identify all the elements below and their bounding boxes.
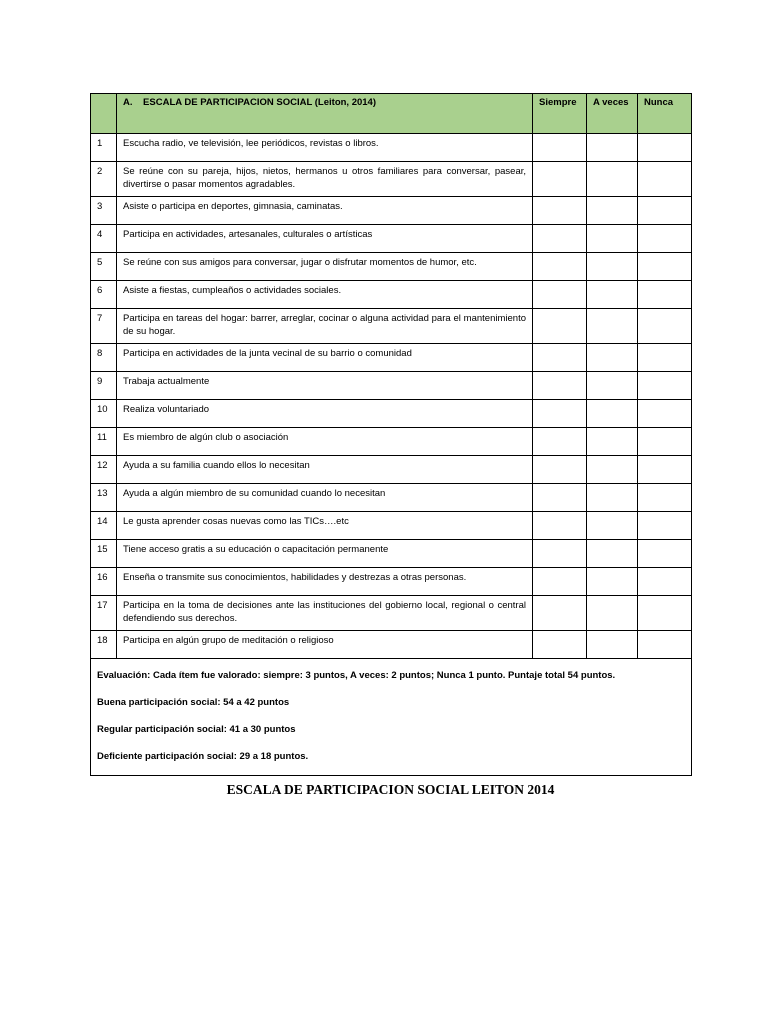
a-veces-cell[interactable] (587, 253, 638, 281)
item-text: Asiste o participa en deportes, gimnasia, caminatas. (117, 197, 533, 225)
item-number: 10 (91, 400, 117, 428)
item-number: 11 (91, 428, 117, 456)
item-text: Participa en actividades de la junta vecinal de su barrio o comunidad (117, 344, 533, 372)
a-veces-cell[interactable] (587, 197, 638, 225)
a-veces-cell[interactable] (587, 456, 638, 484)
table-row (91, 512, 692, 540)
item-number: 14 (91, 512, 117, 540)
item-number: 5 (91, 253, 117, 281)
table-title: A. ESCALA DE PARTICIPACION SOCIAL (Leiton, 2014) (117, 94, 533, 134)
siempre-cell[interactable] (533, 568, 587, 596)
evaluation-block (91, 659, 692, 776)
table-row (91, 225, 692, 253)
a-veces-cell[interactable] (587, 162, 638, 197)
item-text: Escucha radio, ve televisión, lee periódicos, revistas o libros. (117, 134, 533, 162)
regular-participation-range: Regular participación social: 41 a 30 puntos (97, 724, 296, 735)
item-number: 12 (91, 456, 117, 484)
a-veces-cell[interactable] (587, 568, 638, 596)
participation-scale-table (90, 93, 692, 776)
item-text: Ayuda a algún miembro de su comunidad cuando lo necesitan (117, 484, 533, 512)
table-row (91, 344, 692, 372)
a-veces-cell[interactable] (587, 540, 638, 568)
siempre-cell[interactable] (533, 456, 587, 484)
table-row (91, 253, 692, 281)
siempre-cell[interactable] (533, 484, 587, 512)
item-number: 15 (91, 540, 117, 568)
evaluation-criteria: Evaluación: Cada ítem fue valorado: siempre: 3 puntos, A veces: 2 puntos; Nunca 1 punto. Puntaje total 54 puntos. (97, 670, 616, 681)
siempre-cell[interactable] (533, 596, 587, 631)
siempre-cell[interactable] (533, 540, 587, 568)
siempre-cell[interactable] (533, 225, 587, 253)
nunca-cell[interactable] (638, 428, 692, 456)
nunca-cell[interactable] (638, 225, 692, 253)
item-text: Asiste a fiestas, cumpleaños o actividades sociales. (117, 281, 533, 309)
item-number: 9 (91, 372, 117, 400)
table-row (91, 281, 692, 309)
table-row (91, 540, 692, 568)
a-veces-cell[interactable] (587, 400, 638, 428)
table-row (91, 197, 692, 225)
participation-scale-sheet (90, 93, 691, 776)
item-number: 16 (91, 568, 117, 596)
item-text: Participa en algún grupo de meditación o religioso (117, 631, 533, 659)
nunca-cell[interactable] (638, 540, 692, 568)
siempre-cell[interactable] (533, 162, 587, 197)
table-header-row (91, 94, 692, 134)
table-row (91, 456, 692, 484)
a-veces-cell[interactable] (587, 344, 638, 372)
siempre-cell[interactable] (533, 134, 587, 162)
nunca-cell[interactable] (638, 253, 692, 281)
table-row (91, 631, 692, 659)
item-text: Le gusta aprender cosas nuevas como las TICs….etc (117, 512, 533, 540)
table-row (91, 428, 692, 456)
item-number: 18 (91, 631, 117, 659)
item-text: Es miembro de algún club o asociación (117, 428, 533, 456)
item-number: 13 (91, 484, 117, 512)
nunca-cell[interactable] (638, 162, 692, 197)
item-text: Se reúne con su pareja, hijos, nietos, hermanos u otros familiares para conversar, pasear, divertirse o pasar momentos agradables. (117, 162, 533, 197)
item-number: 3 (91, 197, 117, 225)
nunca-cell[interactable] (638, 456, 692, 484)
siempre-cell[interactable] (533, 253, 587, 281)
item-text: Tiene acceso gratis a su educación o capacitación permanente (117, 540, 533, 568)
nunca-cell[interactable] (638, 568, 692, 596)
siempre-cell[interactable] (533, 428, 587, 456)
item-number: 2 (91, 162, 117, 197)
a-veces-cell[interactable] (587, 428, 638, 456)
item-text: Se reúne con sus amigos para conversar, jugar o disfrutar momentos de humor, etc. (117, 253, 533, 281)
siempre-cell[interactable] (533, 197, 587, 225)
nunca-cell[interactable] (638, 631, 692, 659)
siempre-cell[interactable] (533, 400, 587, 428)
siempre-cell[interactable] (533, 631, 587, 659)
a-veces-cell[interactable] (587, 484, 638, 512)
nunca-cell[interactable] (638, 400, 692, 428)
siempre-cell[interactable] (533, 309, 587, 344)
a-veces-cell[interactable] (587, 225, 638, 253)
table-row (91, 134, 692, 162)
column-header-a-veces: A veces (587, 94, 638, 134)
a-veces-cell[interactable] (587, 134, 638, 162)
header-number-cell (91, 94, 117, 134)
nunca-cell[interactable] (638, 309, 692, 344)
item-number: 7 (91, 309, 117, 344)
nunca-cell[interactable] (638, 372, 692, 400)
evaluation-row (91, 659, 692, 776)
a-veces-cell[interactable] (587, 372, 638, 400)
nunca-cell[interactable] (638, 134, 692, 162)
nunca-cell[interactable] (638, 281, 692, 309)
table-row (91, 596, 692, 631)
siempre-cell[interactable] (533, 281, 587, 309)
table-row (91, 484, 692, 512)
item-number: 4 (91, 225, 117, 253)
item-text: Enseña o transmite sus conocimientos, habilidades y destrezas a otras personas. (117, 568, 533, 596)
deficient-participation-range: Deficiente participación social: 29 a 18 puntos. (97, 751, 309, 762)
item-number: 8 (91, 344, 117, 372)
a-veces-cell[interactable] (587, 309, 638, 344)
siempre-cell[interactable] (533, 372, 587, 400)
siempre-cell[interactable] (533, 344, 587, 372)
nunca-cell[interactable] (638, 344, 692, 372)
table-row (91, 162, 692, 197)
nunca-cell[interactable] (638, 484, 692, 512)
item-text: Participa en actividades, artesanales, culturales o artísticas (117, 225, 533, 253)
table-row (91, 372, 692, 400)
item-number: 1 (91, 134, 117, 162)
siempre-cell[interactable] (533, 512, 587, 540)
a-veces-cell[interactable] (587, 596, 638, 631)
item-number: 6 (91, 281, 117, 309)
a-veces-cell[interactable] (587, 281, 638, 309)
good-participation-range: Buena participación social: 54 a 42 puntos (97, 697, 290, 708)
table-row (91, 400, 692, 428)
item-number: 17 (91, 596, 117, 631)
table-row (91, 568, 692, 596)
item-text: Participa en tareas del hogar: barrer, arreglar, cocinar o alguna actividad para el mantenimiento de su hogar. (117, 309, 533, 344)
item-text: Ayuda a su familia cuando ellos lo necesitan (117, 456, 533, 484)
nunca-cell[interactable] (638, 596, 692, 631)
column-header-siempre: Siempre (533, 94, 587, 134)
column-header-nunca: Nunca (638, 94, 692, 134)
item-text: Trabaja actualmente (117, 372, 533, 400)
item-text: Realiza voluntariado (117, 400, 533, 428)
a-veces-cell[interactable] (587, 512, 638, 540)
nunca-cell[interactable] (638, 512, 692, 540)
table-caption: ESCALA DE PARTICIPACION SOCIAL LEITON 2014 (226, 782, 555, 797)
item-text: Participa en la toma de decisiones ante las instituciones del gobierno local, regional o central defendiendo sus derechos. (117, 596, 533, 631)
a-veces-cell[interactable] (587, 631, 638, 659)
table-row (91, 309, 692, 344)
nunca-cell[interactable] (638, 197, 692, 225)
